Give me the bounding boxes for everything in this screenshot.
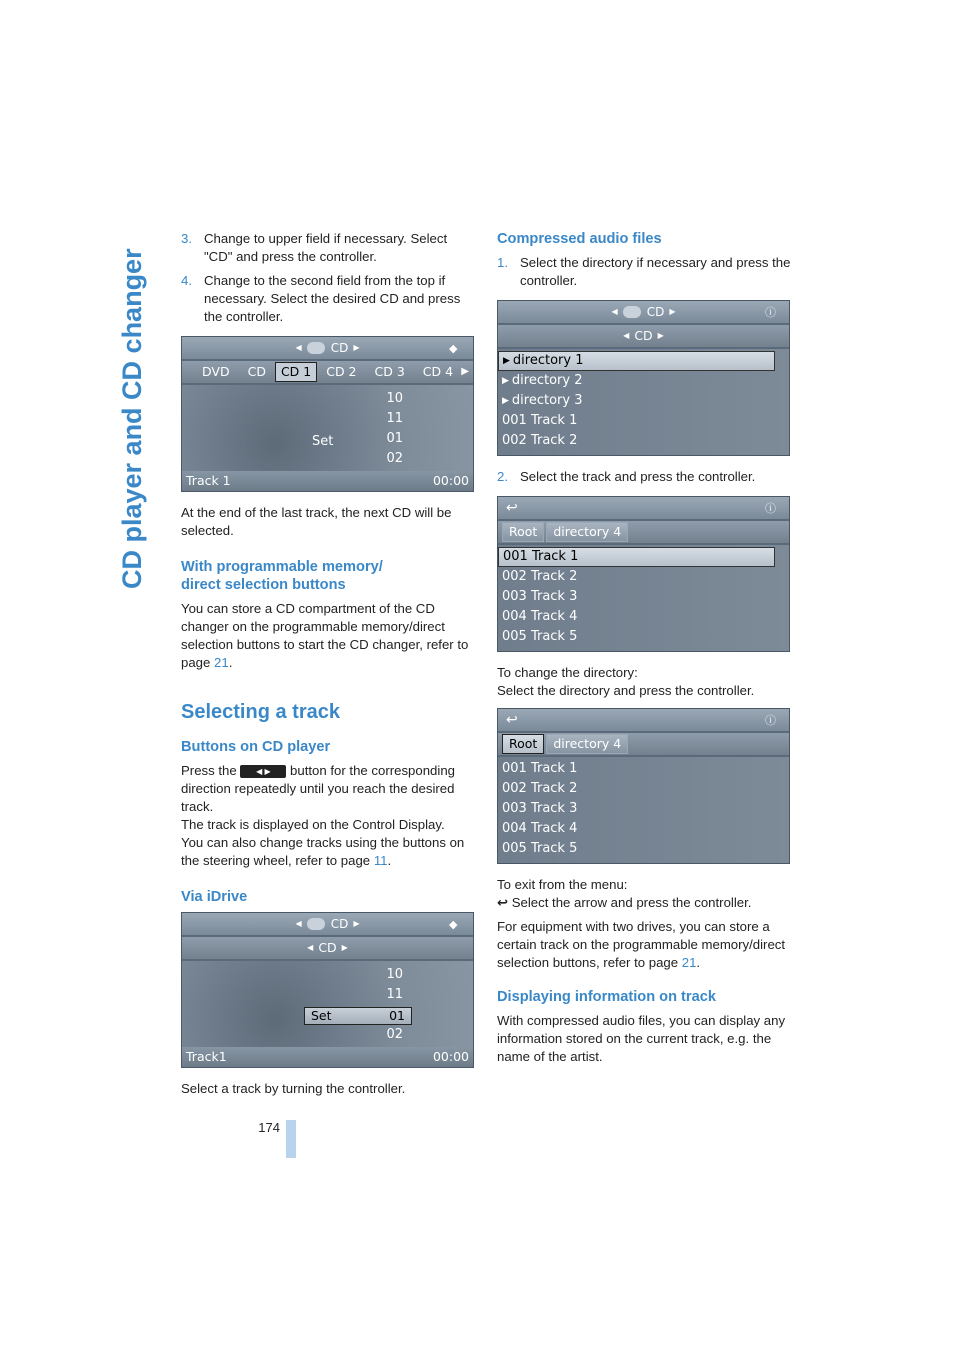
step-number: 4. (181, 273, 192, 288)
buttons-paragraph-3 (181, 834, 476, 870)
buttons-text-d: You can also change tracks using the buttons on the steering wheel, refer to page (181, 835, 465, 868)
folder-arrow-icon: ▶ (502, 376, 509, 386)
buttons-heading: Buttons on CD player (181, 739, 331, 755)
screen-top-bar (182, 913, 473, 935)
list (498, 351, 775, 451)
two-drives-paragraph (497, 918, 792, 972)
second-bar-label: CD (634, 328, 653, 343)
footer-track: Track 1 (186, 473, 231, 488)
list-item: 002 Track 2 (502, 781, 578, 796)
list (498, 547, 775, 647)
step-1 (497, 254, 792, 290)
compressed-heading: Compressed audio files (497, 231, 662, 247)
tab-cd: CD (247, 364, 266, 379)
list-item: 003 Track 3 (502, 589, 578, 604)
list (498, 759, 775, 859)
track-number-list (386, 965, 403, 1045)
chevron-right-icon: ▶ (461, 366, 469, 377)
list-item (498, 391, 775, 411)
list-item (498, 371, 775, 391)
path-directory: directory 4 (546, 734, 628, 754)
step-number: 3. (181, 231, 192, 246)
list-item: 001 Track 1 (502, 413, 578, 428)
display-info-paragraph: With compressed audio files, you can display any information stored on the current track, e.g. the name of the artist. (497, 1013, 786, 1064)
memory-heading-line1: With programmable memory/ (181, 559, 383, 575)
tab-cd-4: CD 4 (422, 364, 454, 379)
back-arrow-icon: ↩ (497, 895, 509, 910)
path-bar (498, 733, 789, 755)
disc-icon (623, 306, 641, 318)
step-number: 1. (497, 255, 508, 270)
back-arrow-icon: ↩ (506, 500, 518, 516)
right-column (497, 230, 792, 1072)
list-item: 001 Track 1 (502, 761, 578, 776)
tab-cd-1: CD 1 (275, 362, 317, 382)
step-text: Select the directory if necessary and press the controller. (520, 255, 791, 288)
memory-heading (181, 558, 476, 594)
screen-footer (182, 1047, 473, 1067)
footer-time: 00:00 (432, 1049, 469, 1064)
page-link-21[interactable]: 21 (681, 955, 697, 970)
screen-top-bar (498, 497, 789, 519)
screen-top-label: CD (646, 305, 665, 319)
list-item: 001 Track 1 (498, 547, 775, 567)
list-item (498, 351, 775, 371)
chapter-side-title: CD player and CD changer (117, 248, 147, 590)
track-number: 02 (386, 451, 403, 466)
left-column (181, 230, 476, 1104)
set-row-selected (304, 1007, 412, 1025)
idrive-track-screenshot (181, 912, 474, 1068)
track-list-screenshot (497, 496, 790, 652)
track-number: 10 (386, 967, 403, 982)
folder-arrow-icon: ▶ (503, 356, 510, 366)
path-directory: directory 4 (546, 522, 628, 542)
set-label: Set (312, 434, 334, 449)
screen-footer (182, 471, 473, 491)
screen-top-bar (498, 709, 789, 731)
navigation-icon: ◆ (449, 342, 458, 355)
buttons-paragraph-2: The track is displayed on the Control Display. (181, 817, 445, 832)
right-triangle-icon: ▶ (353, 919, 360, 928)
buttons-text-b: button for the corresponding direction repeatedly until you reach the desired track. (181, 763, 455, 814)
screen-second-bar (498, 325, 789, 347)
list-item: 005 Track 5 (502, 841, 578, 856)
step-2 (497, 468, 792, 486)
list-item-label: directory 2 (511, 373, 583, 388)
list-item: 002 Track 2 (502, 569, 578, 584)
screen-top-bar (498, 301, 789, 323)
left-triangle-icon: ◀ (307, 943, 314, 952)
list-item-label: directory 1 (512, 353, 584, 368)
step-3 (181, 230, 476, 266)
navigation-icon: ◆ (449, 918, 458, 931)
display-info-heading: Displaying information on track (497, 989, 716, 1005)
footer-track: Track1 (186, 1049, 227, 1064)
back-arrow-icon: ↩ (506, 712, 518, 728)
screen-top-bar (182, 337, 473, 359)
track-buttons-icon: ◀ ▶ (240, 765, 286, 778)
list-item: 002 Track 2 (502, 433, 578, 448)
page-link-21[interactable]: 21 (214, 655, 229, 670)
path-root: Root (502, 522, 544, 542)
exit-line2 (497, 894, 792, 912)
folder-arrow-icon: ▶ (502, 396, 509, 406)
directory-list-screenshot (497, 300, 790, 456)
memory-heading-line2: direct selection buttons (181, 577, 346, 593)
next-cd-paragraph: At the end of the last track, the next CD will be selected. (181, 505, 452, 538)
disc-icon (307, 342, 325, 354)
info-icon: ⓘ (765, 502, 776, 515)
buttons-paragraph (181, 762, 476, 816)
tab-cd-3: CD 3 (374, 364, 405, 379)
track-number: 11 (386, 411, 403, 426)
path-bar (498, 521, 789, 543)
right-triangle-icon: ▶ (669, 307, 676, 316)
step-text: Change to the second field from the top if necessary. Select the desired CD and press the controller. (204, 273, 461, 324)
change-dir-line1: To change the directory: (497, 665, 638, 680)
step-4 (181, 272, 476, 326)
track-number: 10 (386, 391, 403, 406)
step-text: Change to upper field if necessary. Select "CD" and press the controller. (204, 231, 448, 264)
directory-select-screenshot (497, 708, 790, 864)
exit-text: Select the arrow and press the controller. (508, 895, 752, 910)
track-number: 02 (386, 1027, 403, 1042)
left-triangle-icon: ◀ (623, 331, 630, 340)
left-triangle-icon: ◀ (295, 343, 302, 352)
step-number: 2. (497, 469, 508, 484)
change-dir-line2: Select the directory and press the controller. (497, 683, 755, 698)
idrive-heading: Via iDrive (181, 889, 248, 905)
list-item: 005 Track 5 (502, 629, 578, 644)
second-bar-label: CD (318, 940, 337, 955)
source-tabs (182, 361, 473, 383)
info-icon: ⓘ (765, 306, 776, 319)
right-triangle-icon: ▶ (657, 331, 664, 340)
cd-tabs-screenshot (181, 336, 474, 492)
left-triangle-icon: ◀ (611, 307, 618, 316)
set-label: Set (311, 1008, 332, 1023)
footer-time: 00:00 (432, 473, 469, 488)
idrive-paragraph: Select a track by turning the controller. (181, 1081, 406, 1096)
page-number: 174 (258, 1120, 280, 1135)
buttons-text-a: Press the (181, 763, 241, 778)
step-text: Select the track and press the controller. (520, 469, 756, 484)
track-number-list (386, 389, 403, 469)
two-drives-end: . (696, 955, 701, 970)
page-link-11[interactable]: 11 (373, 853, 388, 868)
exit-line1: To exit from the menu: (497, 877, 628, 892)
list-item: 004 Track 4 (502, 609, 578, 624)
right-triangle-icon: ▶ (353, 343, 360, 352)
memory-text: You can store a CD compartment of the CD changer on the programmable memory/direct selection buttons to start the CD changer, refer to page (181, 601, 469, 670)
tab-dvd: DVD (202, 364, 230, 379)
list-item: 004 Track 4 (502, 821, 578, 836)
right-triangle-icon: ▶ (341, 943, 348, 952)
track-number: 01 (386, 431, 403, 446)
list-item: 003 Track 3 (502, 801, 578, 816)
screen-top-label: CD (330, 341, 349, 355)
screen-top-label: CD (330, 917, 349, 931)
disc-icon (307, 918, 325, 930)
path-root: Root (502, 734, 544, 754)
tab-cd-2: CD 2 (326, 364, 357, 379)
selecting-track-heading: Selecting a track (181, 701, 340, 723)
buttons-end: . (387, 853, 392, 868)
two-drives-text: For equipment with two drives, you can store a certain track on the programmable memory/direct selection buttons, refer to page (497, 919, 786, 970)
screen-second-bar (182, 937, 473, 959)
info-icon: ⓘ (765, 714, 776, 727)
list-item-label: directory 3 (511, 393, 583, 408)
track-number: 11 (386, 987, 403, 1002)
memory-paragraph (181, 600, 476, 672)
memory-end: . (228, 655, 233, 670)
page-marker-bar (286, 1120, 296, 1158)
set-value: 01 (389, 1008, 405, 1023)
left-triangle-icon: ◀ (295, 919, 302, 928)
